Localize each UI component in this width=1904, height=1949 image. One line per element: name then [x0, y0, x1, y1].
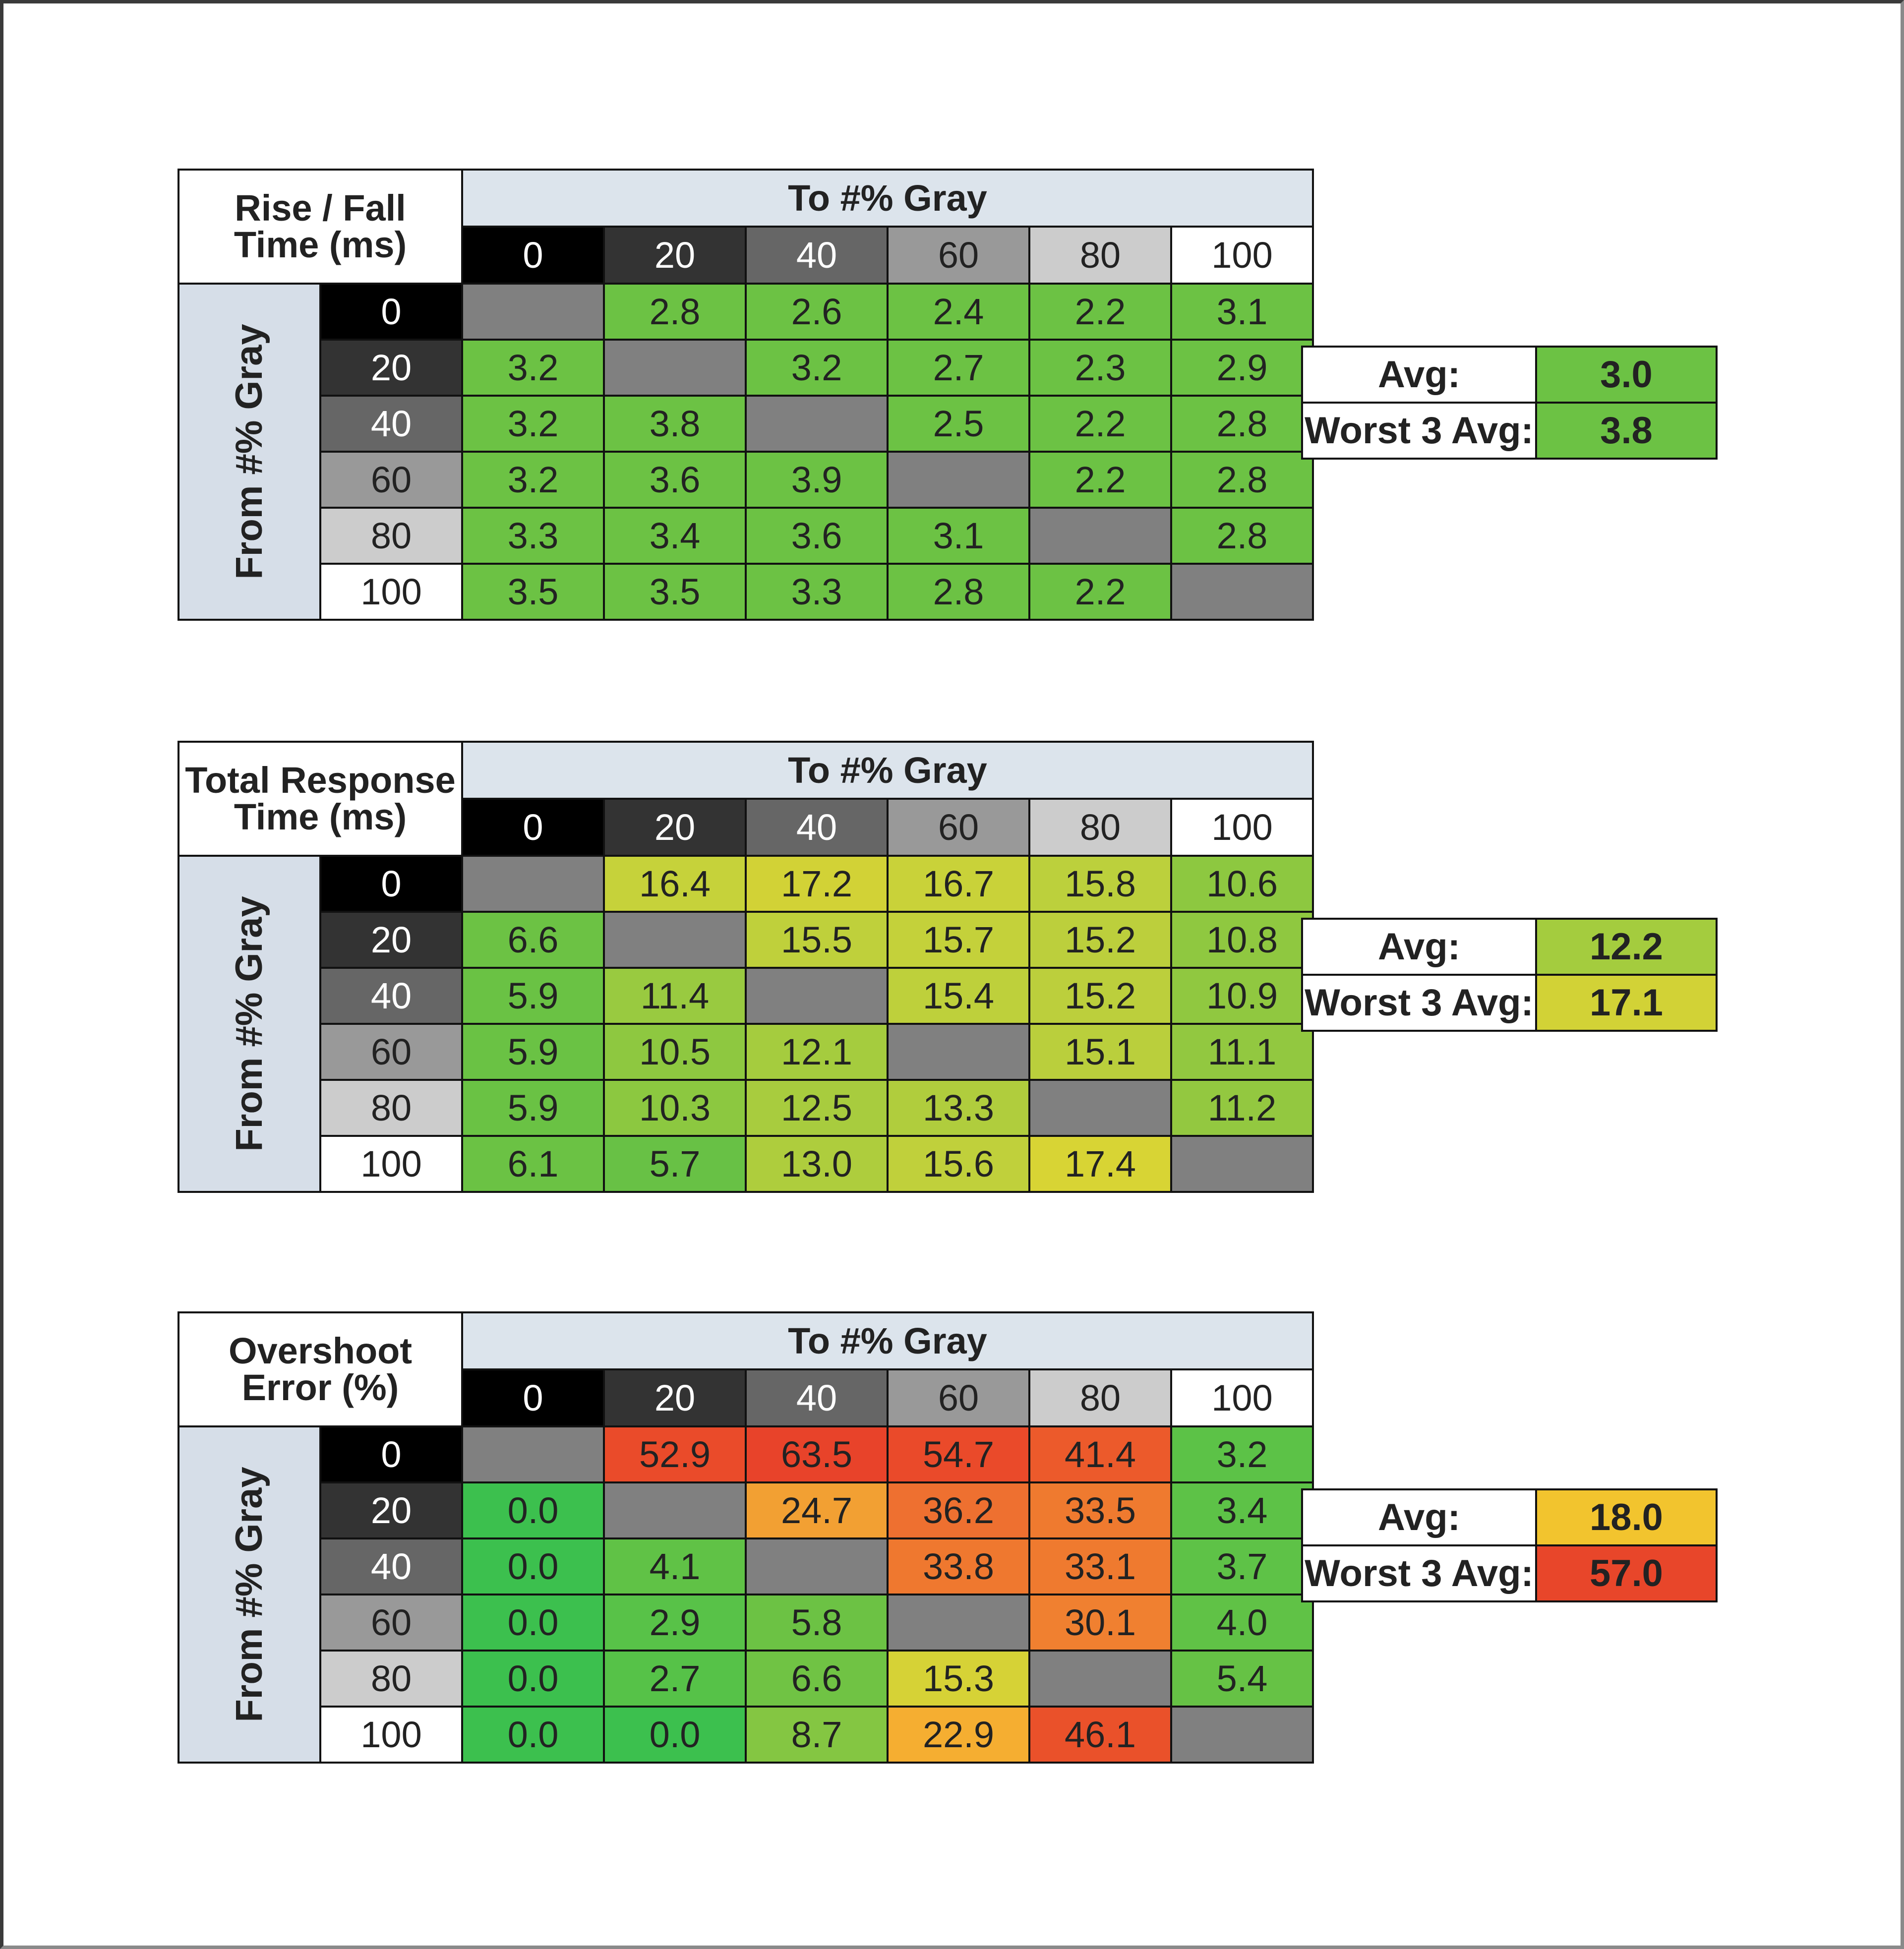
table-row: [178, 968, 1313, 1024]
heatmap-cell: 2.5: [888, 396, 1029, 452]
heatmap-cell: [1171, 564, 1313, 620]
row-header: 20: [320, 1482, 462, 1538]
summary-box-1: [1301, 346, 1718, 460]
heatmap-cell: 2.9: [604, 1595, 746, 1651]
table-title: [178, 1312, 462, 1426]
y-axis-label-cell: [178, 856, 320, 1192]
heatmap-cell: [1171, 1136, 1313, 1192]
heatmap-cell: [1171, 1707, 1313, 1763]
avg-label: Avg:: [1302, 1489, 1536, 1545]
heatmap-cell: 3.3: [746, 564, 888, 620]
y-axis-label-cell: [178, 284, 320, 620]
worst-avg-row: [1302, 975, 1717, 1031]
column-header: 80: [1029, 1369, 1171, 1426]
column-header: 0: [462, 799, 604, 856]
heatmap-cell: [746, 396, 888, 452]
heatmap-cell: 15.5: [746, 912, 888, 968]
summary-box-3: [1301, 1488, 1718, 1602]
column-header: 20: [604, 799, 746, 856]
heatmap-cell: 15.3: [888, 1651, 1029, 1707]
heatmap-cell: 2.9: [1171, 340, 1313, 396]
table-row: [178, 564, 1313, 620]
heatmap-cell: 0.0: [462, 1482, 604, 1538]
heatmap-cell: 3.2: [1171, 1426, 1313, 1482]
row-header: 60: [320, 1024, 462, 1080]
row-header: 80: [320, 1651, 462, 1707]
heatmap-cell: [1029, 508, 1171, 564]
heatmap-cell: 3.4: [604, 508, 746, 564]
table-title-line: Total Response: [185, 760, 456, 801]
row-header: 20: [320, 912, 462, 968]
row-header: 0: [320, 856, 462, 912]
heatmap-cell: 2.6: [746, 284, 888, 340]
avg-row: [1302, 347, 1717, 403]
heatmap-grid: [178, 169, 1314, 621]
row-header: 100: [320, 1136, 462, 1192]
heatmap-cell: 22.9: [888, 1707, 1029, 1763]
heatmap-cell: 6.6: [462, 912, 604, 968]
heatmap-cell: 3.2: [462, 452, 604, 508]
column-header: 100: [1171, 1369, 1313, 1426]
heatmap-cell: 16.7: [888, 856, 1029, 912]
heatmap-cell: 10.6: [1171, 856, 1313, 912]
heatmap-cell: 5.9: [462, 968, 604, 1024]
heatmap-cell: 3.7: [1171, 1538, 1313, 1595]
heatmap-cell: 33.5: [1029, 1482, 1171, 1538]
heatmap-cell: 10.5: [604, 1024, 746, 1080]
worst-avg-label: Worst 3 Avg:: [1302, 1545, 1536, 1601]
table-title-line: Time (ms): [234, 796, 407, 837]
heatmap-cell: 11.4: [604, 968, 746, 1024]
worst-avg-value: 57.0: [1536, 1545, 1717, 1601]
column-header: 60: [888, 799, 1029, 856]
column-header: 40: [746, 799, 888, 856]
heatmap-cell: 15.2: [1029, 912, 1171, 968]
heatmap-cell: [604, 912, 746, 968]
heatmap-cell: 3.1: [888, 508, 1029, 564]
heatmap-grid: [178, 741, 1314, 1193]
row-header: 0: [320, 1426, 462, 1482]
summary-table: [1301, 918, 1718, 1032]
table-row: [178, 1080, 1313, 1136]
heatmap-cell: 15.2: [1029, 968, 1171, 1024]
row-header: 40: [320, 968, 462, 1024]
column-header: 100: [1171, 799, 1313, 856]
table-title-line: Error (%): [241, 1367, 399, 1408]
row-header: 100: [320, 564, 462, 620]
avg-value: 12.2: [1536, 919, 1717, 975]
table-row: [178, 1707, 1313, 1763]
heatmap-cell: 5.7: [604, 1136, 746, 1192]
table-row: [178, 1482, 1313, 1538]
row-header: 60: [320, 1595, 462, 1651]
heatmap-cell: 3.5: [462, 564, 604, 620]
heatmap-cell: 10.3: [604, 1080, 746, 1136]
table-row: [178, 396, 1313, 452]
column-header: 0: [462, 1369, 604, 1426]
heatmap-cell: 15.7: [888, 912, 1029, 968]
row-header: 0: [320, 284, 462, 340]
row-header: 80: [320, 1080, 462, 1136]
column-header: 20: [604, 1369, 746, 1426]
avg-label: Avg:: [1302, 919, 1536, 975]
heatmap-cell: 5.9: [462, 1024, 604, 1080]
x-axis-label: To #% Gray: [462, 742, 1313, 799]
heatmap-cell: 15.4: [888, 968, 1029, 1024]
heatmap-cell: 10.9: [1171, 968, 1313, 1024]
heatmap-cell: 17.4: [1029, 1136, 1171, 1192]
heatmap-cell: 6.1: [462, 1136, 604, 1192]
avg-value: 18.0: [1536, 1489, 1717, 1545]
column-header: 80: [1029, 799, 1171, 856]
heatmap-cell: 15.6: [888, 1136, 1029, 1192]
row-header: 40: [320, 396, 462, 452]
heatmap-cell: 0.0: [462, 1595, 604, 1651]
table-row: [178, 1136, 1313, 1192]
column-header: 20: [604, 227, 746, 284]
header-row: [178, 170, 1313, 227]
heatmap-cell: 2.8: [1171, 396, 1313, 452]
heatmap-cell: 17.2: [746, 856, 888, 912]
heatmap-cell: 10.8: [1171, 912, 1313, 968]
column-header: 60: [888, 227, 1029, 284]
heatmap-cell: 3.4: [1171, 1482, 1313, 1538]
heatmap-cell: 3.9: [746, 452, 888, 508]
heatmap-cell: 15.8: [1029, 856, 1171, 912]
heatmap-table-1: [178, 169, 1314, 621]
heatmap-cell: 2.7: [604, 1651, 746, 1707]
heatmap-cell: 46.1: [1029, 1707, 1171, 1763]
heatmap-cell: 0.0: [462, 1651, 604, 1707]
heatmap-cell: [462, 856, 604, 912]
heatmap-cell: 36.2: [888, 1482, 1029, 1538]
heatmap-cell: 2.2: [1029, 452, 1171, 508]
heatmap-cell: 3.2: [746, 340, 888, 396]
heatmap-cell: 11.2: [1171, 1080, 1313, 1136]
avg-row: [1302, 919, 1717, 975]
heatmap-cell: 3.8: [604, 396, 746, 452]
heatmap-cell: 3.6: [604, 452, 746, 508]
row-header: 80: [320, 508, 462, 564]
header-row: [178, 1312, 1313, 1369]
worst-avg-row: [1302, 1545, 1717, 1601]
table-row: [178, 1024, 1313, 1080]
heatmap-cell: [604, 340, 746, 396]
heatmap-table-3: [178, 1311, 1314, 1764]
row-header: 60: [320, 452, 462, 508]
heatmap-cell: [462, 284, 604, 340]
y-axis-label: From #% Gray: [228, 324, 270, 580]
avg-value: 3.0: [1536, 347, 1717, 403]
heatmap-cell: 2.4: [888, 284, 1029, 340]
table-row: [178, 912, 1313, 968]
y-axis-label: From #% Gray: [228, 896, 270, 1152]
heatmap-cell: 33.8: [888, 1538, 1029, 1595]
x-axis-label: To #% Gray: [462, 170, 1313, 227]
table-row: [178, 508, 1313, 564]
heatmap-cell: 2.2: [1029, 564, 1171, 620]
heatmap-cell: 12.1: [746, 1024, 888, 1080]
heatmap-cell: [1029, 1080, 1171, 1136]
heatmap-cell: [746, 968, 888, 1024]
heatmap-cell: 63.5: [746, 1426, 888, 1482]
table-row: [178, 856, 1313, 912]
avg-row: [1302, 1489, 1717, 1545]
heatmap-cell: 3.2: [462, 396, 604, 452]
y-axis-label: From #% Gray: [228, 1467, 270, 1722]
heatmap-cell: 15.1: [1029, 1024, 1171, 1080]
heatmap-cell: 13.0: [746, 1136, 888, 1192]
column-header: 40: [746, 1369, 888, 1426]
heatmap-cell: 3.5: [604, 564, 746, 620]
heatmap-cell: [604, 1482, 746, 1538]
heatmap-grid: [178, 1311, 1314, 1764]
heatmap-cell: 4.0: [1171, 1595, 1313, 1651]
table-row: [178, 1538, 1313, 1595]
table-title-line: Rise / Fall: [235, 187, 406, 229]
heatmap-cell: [1029, 1651, 1171, 1707]
heatmap-cell: [888, 452, 1029, 508]
heatmap-cell: 12.5: [746, 1080, 888, 1136]
table-row: [178, 284, 1313, 340]
worst-avg-label: Worst 3 Avg:: [1302, 975, 1536, 1031]
table-title: [178, 742, 462, 856]
heatmap-cell: 6.6: [746, 1651, 888, 1707]
heatmap-cell: 52.9: [604, 1426, 746, 1482]
heatmap-cell: 5.4: [1171, 1651, 1313, 1707]
heatmap-cell: 41.4: [1029, 1426, 1171, 1482]
table-row: [178, 340, 1313, 396]
summary-table: [1301, 1488, 1718, 1602]
heatmap-cell: 11.1: [1171, 1024, 1313, 1080]
heatmap-cell: 33.1: [1029, 1538, 1171, 1595]
summary-box-2: [1301, 918, 1718, 1032]
worst-avg-value: 3.8: [1536, 403, 1717, 459]
worst-avg-label: Worst 3 Avg:: [1302, 403, 1536, 459]
heatmap-cell: 24.7: [746, 1482, 888, 1538]
heatmap-cell: 2.8: [604, 284, 746, 340]
heatmap-cell: 30.1: [1029, 1595, 1171, 1651]
heatmap-cell: 2.8: [888, 564, 1029, 620]
heatmap-cell: 3.1: [1171, 284, 1313, 340]
heatmap-cell: 13.3: [888, 1080, 1029, 1136]
heatmap-cell: [462, 1426, 604, 1482]
table-row: [178, 1651, 1313, 1707]
heatmap-cell: 2.8: [1171, 508, 1313, 564]
table-row: [178, 452, 1313, 508]
heatmap-cell: 2.2: [1029, 396, 1171, 452]
column-header: 100: [1171, 227, 1313, 284]
heatmap-cell: 8.7: [746, 1707, 888, 1763]
table-title-line: Time (ms): [234, 224, 407, 265]
table-row: [178, 1595, 1313, 1651]
heatmap-cell: [888, 1024, 1029, 1080]
heatmap-cell: [746, 1538, 888, 1595]
row-header: 40: [320, 1538, 462, 1595]
heatmap-cell: 4.1: [604, 1538, 746, 1595]
column-header: 80: [1029, 227, 1171, 284]
table-title: [178, 170, 462, 284]
heatmap-cell: 0.0: [604, 1707, 746, 1763]
y-axis-label-cell: [178, 1426, 320, 1763]
header-row: [178, 742, 1313, 799]
heatmap-cell: 54.7: [888, 1426, 1029, 1482]
row-header: 20: [320, 340, 462, 396]
heatmap-cell: 2.3: [1029, 340, 1171, 396]
heatmap-cell: 3.3: [462, 508, 604, 564]
column-header: 60: [888, 1369, 1029, 1426]
avg-label: Avg:: [1302, 347, 1536, 403]
worst-avg-value: 17.1: [1536, 975, 1717, 1031]
heatmap-cell: 5.9: [462, 1080, 604, 1136]
table-title-line: Overshoot: [228, 1330, 413, 1371]
heatmap-cell: 5.8: [746, 1595, 888, 1651]
heatmap-cell: 3.2: [462, 340, 604, 396]
row-header: 100: [320, 1707, 462, 1763]
column-header: 40: [746, 227, 888, 284]
heatmap-cell: 2.7: [888, 340, 1029, 396]
column-header: 0: [462, 227, 604, 284]
heatmap-table-2: [178, 741, 1314, 1193]
heatmap-cell: 16.4: [604, 856, 746, 912]
heatmap-cell: [888, 1595, 1029, 1651]
summary-table: [1301, 346, 1718, 460]
heatmap-cell: 2.8: [1171, 452, 1313, 508]
heatmap-cell: 0.0: [462, 1707, 604, 1763]
heatmap-cell: 3.6: [746, 508, 888, 564]
heatmap-cell: 0.0: [462, 1538, 604, 1595]
heatmap-cell: 2.2: [1029, 284, 1171, 340]
worst-avg-row: [1302, 403, 1717, 459]
x-axis-label: To #% Gray: [462, 1312, 1313, 1369]
table-row: [178, 1426, 1313, 1482]
